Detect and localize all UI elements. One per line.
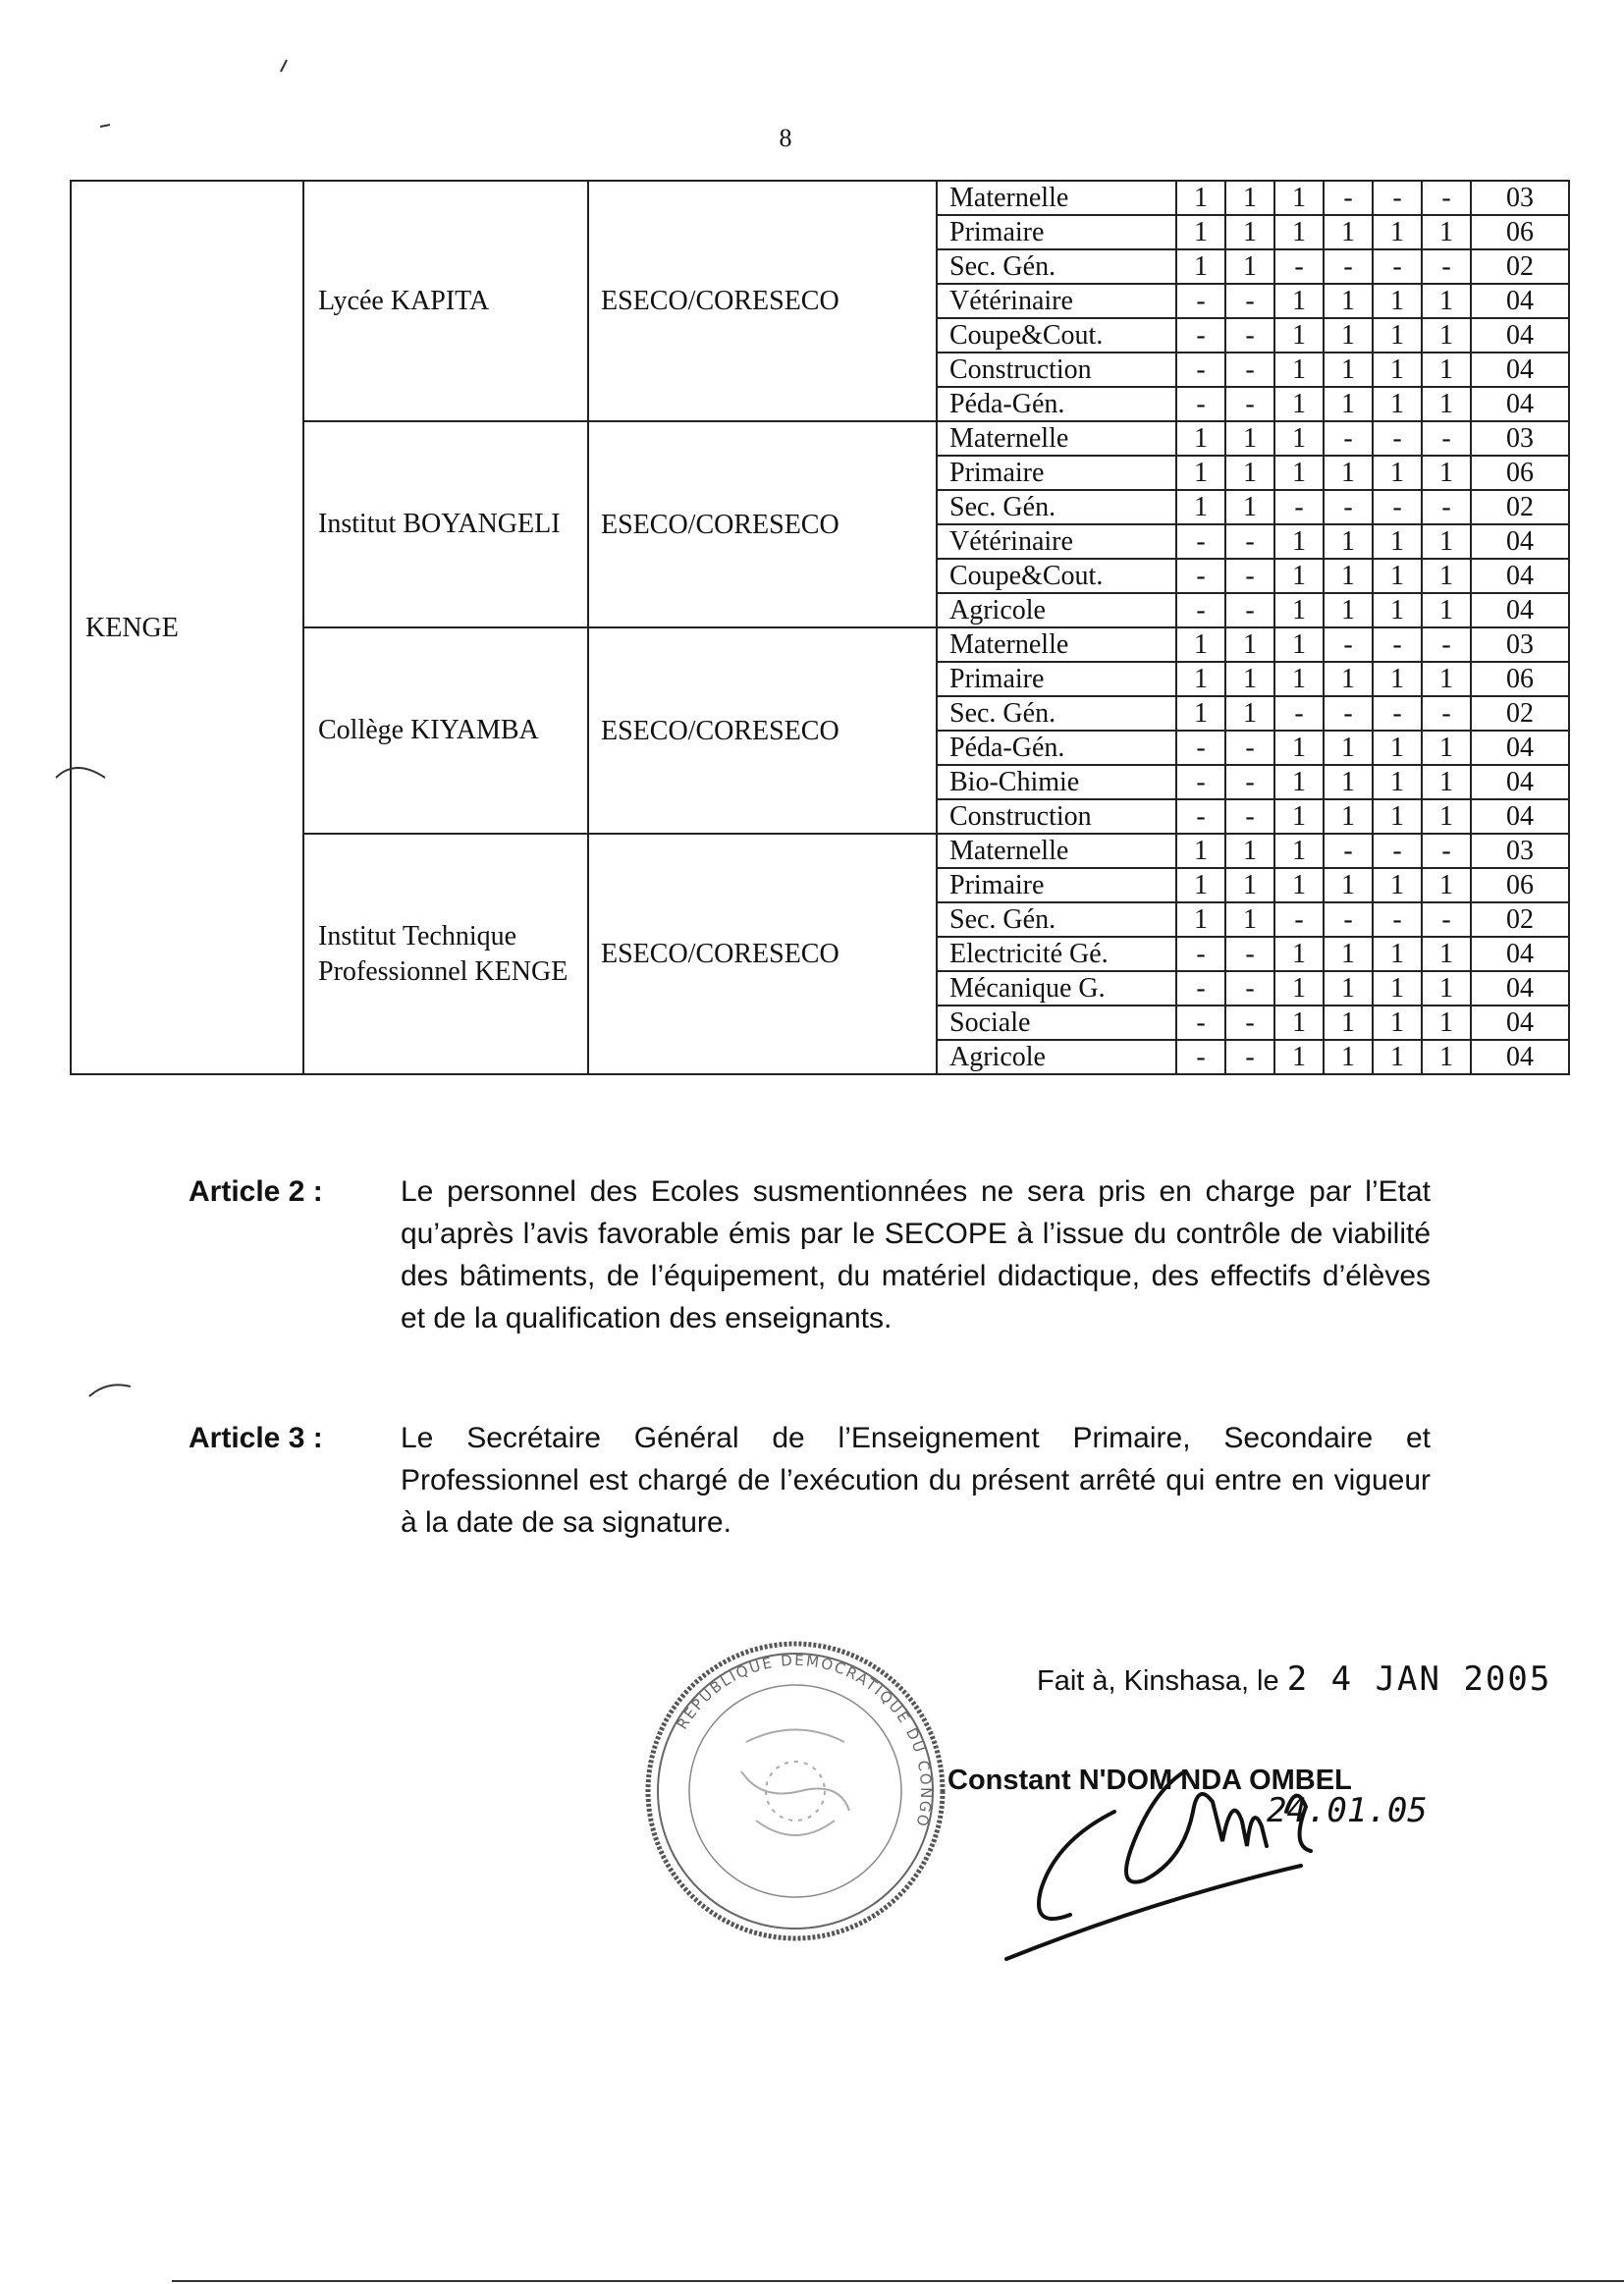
section-name-cell: Bio-Chimie (937, 765, 1176, 799)
class-count-cell: - (1225, 524, 1274, 559)
section-name-cell: Coupe&Cout. (937, 559, 1176, 593)
schools-table (70, 180, 1570, 1075)
total-cell: 04 (1471, 971, 1569, 1006)
section-name-cell: Coupe&Cout. (937, 318, 1176, 353)
class-count-cell: 1 (1274, 1040, 1324, 1074)
class-count-cell: 1 (1422, 937, 1471, 971)
class-count-cell: 1 (1373, 524, 1422, 559)
class-count-cell: - (1176, 353, 1225, 387)
class-count-cell: - (1225, 937, 1274, 971)
place-date (1037, 1659, 1551, 1699)
total-cell: 04 (1471, 387, 1569, 421)
class-count-cell: 1 (1274, 318, 1324, 353)
section-name-cell: Maternelle (937, 834, 1176, 868)
section-name-cell: Vétérinaire (937, 284, 1176, 318)
class-count-cell: 1 (1373, 353, 1422, 387)
class-count-cell: 1 (1225, 902, 1274, 937)
class-count-cell: 1 (1274, 181, 1324, 215)
table-row (71, 181, 1569, 215)
class-count-cell: 1 (1422, 353, 1471, 387)
class-count-cell: - (1225, 593, 1274, 627)
class-count-cell: 1 (1324, 524, 1373, 559)
class-count-cell: - (1225, 1040, 1274, 1074)
class-count-cell: - (1176, 1040, 1225, 1074)
class-count-cell: 1 (1373, 1006, 1422, 1040)
total-cell: 03 (1471, 421, 1569, 456)
class-count-cell: - (1176, 937, 1225, 971)
class-count-cell: - (1225, 353, 1274, 387)
class-count-cell: 1 (1274, 284, 1324, 318)
total-cell: 02 (1471, 249, 1569, 284)
total-cell: 04 (1471, 937, 1569, 971)
class-count-cell: - (1324, 421, 1373, 456)
class-count-cell: 1 (1422, 284, 1471, 318)
class-count-cell: 1 (1373, 868, 1422, 902)
class-count-cell: 1 (1422, 456, 1471, 490)
section-name-cell: Sec. Gén. (937, 249, 1176, 284)
class-count-cell: - (1176, 765, 1225, 799)
total-cell: 04 (1471, 593, 1569, 627)
class-count-cell: - (1274, 902, 1324, 937)
section-name-cell: Sociale (937, 1006, 1176, 1040)
class-count-cell: 1 (1274, 868, 1324, 902)
school-name-cell: Institut BOYANGELI (303, 421, 588, 627)
class-count-cell: - (1373, 490, 1422, 524)
class-count-cell: 1 (1373, 215, 1422, 249)
class-count-cell: 1 (1422, 559, 1471, 593)
class-count-cell: 1 (1422, 731, 1471, 765)
scan-mark-1 (51, 758, 110, 788)
class-count-cell: - (1176, 559, 1225, 593)
section-name-cell: Primaire (937, 456, 1176, 490)
organisme-cell: ESECO/CORESECO (588, 834, 937, 1074)
class-count-cell: - (1176, 1006, 1225, 1040)
class-count-cell: 1 (1324, 284, 1373, 318)
class-count-cell: 1 (1274, 834, 1324, 868)
class-count-cell: 1 (1324, 662, 1373, 696)
class-count-cell: - (1422, 902, 1471, 937)
class-count-cell: 1 (1324, 799, 1373, 834)
schools-table-body (71, 181, 1569, 1074)
class-count-cell: 1 (1324, 1006, 1373, 1040)
class-count-cell: 1 (1176, 902, 1225, 937)
article-text: Le Secrétaire Général de l’Enseignement Primaire, Secondaire et Professionnel est chargé de l’exécution du présent arrêté qui entre en vigueur à la date de sa signature. (401, 1422, 1431, 1539)
class-count-cell: 1 (1324, 387, 1373, 421)
section-name-cell: Primaire (937, 868, 1176, 902)
class-count-cell: 1 (1324, 593, 1373, 627)
class-count-cell: 1 (1274, 559, 1324, 593)
class-count-cell: 1 (1225, 181, 1274, 215)
total-cell: 04 (1471, 1006, 1569, 1040)
class-count-cell: - (1324, 490, 1373, 524)
class-count-cell: 1 (1274, 456, 1324, 490)
class-count-cell: 1 (1422, 765, 1471, 799)
class-count-cell: 1 (1225, 456, 1274, 490)
class-count-cell: 1 (1373, 559, 1422, 593)
class-count-cell: 1 (1225, 696, 1274, 731)
class-count-cell: - (1373, 181, 1422, 215)
class-count-cell: - (1422, 249, 1471, 284)
section-name-cell: Agricole (937, 1040, 1176, 1074)
total-cell: 06 (1471, 662, 1569, 696)
total-cell: 03 (1471, 834, 1569, 868)
class-count-cell: 1 (1274, 937, 1324, 971)
class-count-cell: 1 (1373, 456, 1422, 490)
class-count-cell: 1 (1422, 868, 1471, 902)
class-count-cell: - (1225, 731, 1274, 765)
scan-mark-4 (98, 122, 118, 132)
class-count-cell: 1 (1422, 971, 1471, 1006)
class-count-cell: 1 (1422, 593, 1471, 627)
class-count-cell: - (1225, 765, 1274, 799)
class-count-cell: 1 (1324, 353, 1373, 387)
class-count-cell: - (1176, 524, 1225, 559)
class-count-cell: - (1176, 799, 1225, 834)
class-count-cell: 1 (1422, 799, 1471, 834)
class-count-cell: - (1422, 834, 1471, 868)
total-cell: 03 (1471, 627, 1569, 662)
class-count-cell: 1 (1422, 1006, 1471, 1040)
signature-date: 24.01.05 (1267, 1791, 1428, 1830)
section-name-cell: Mécanique G. (937, 971, 1176, 1006)
class-count-cell: - (1373, 627, 1422, 662)
class-count-cell: 1 (1176, 181, 1225, 215)
school-name-cell: Institut Technique Professionnel KENGE (303, 834, 588, 1074)
class-count-cell: - (1422, 627, 1471, 662)
scan-mark-3 (275, 57, 295, 77)
class-count-cell: 1 (1176, 421, 1225, 456)
class-count-cell: - (1176, 731, 1225, 765)
class-count-cell: - (1225, 799, 1274, 834)
class-count-cell: 1 (1274, 1006, 1324, 1040)
organisme-cell: ESECO/CORESECO (588, 181, 937, 421)
article-label: Article 3 : (189, 1422, 323, 1454)
class-count-cell: 1 (1373, 971, 1422, 1006)
class-count-cell: 1 (1324, 1040, 1373, 1074)
class-count-cell: - (1324, 181, 1373, 215)
class-count-cell: - (1225, 284, 1274, 318)
total-cell: 04 (1471, 1040, 1569, 1074)
class-count-cell: 1 (1274, 971, 1324, 1006)
total-cell: 03 (1471, 181, 1569, 215)
article-label: Article 2 : (189, 1175, 323, 1208)
section-name-cell: Primaire (937, 215, 1176, 249)
section-name-cell: Primaire (937, 662, 1176, 696)
class-count-cell: 1 (1176, 662, 1225, 696)
class-count-cell: 1 (1274, 524, 1324, 559)
class-count-cell: 1 (1225, 627, 1274, 662)
class-count-cell: 1 (1274, 387, 1324, 421)
class-count-cell: - (1225, 318, 1274, 353)
organisme-cell: ESECO/CORESECO (588, 627, 937, 834)
place-text: Fait à, Kinshasa, le (1037, 1665, 1279, 1697)
class-count-cell: - (1176, 593, 1225, 627)
class-count-cell: 1 (1176, 868, 1225, 902)
svg-text:REPUBLIQUE DEMOCRATIQUE DU CON (674, 1652, 935, 1830)
class-count-cell: 1 (1176, 215, 1225, 249)
handwritten-signature (987, 1743, 1448, 1969)
total-cell: 04 (1471, 284, 1569, 318)
article-3 (189, 1417, 1431, 1544)
section-name-cell: Construction (937, 799, 1176, 834)
class-count-cell: - (1274, 249, 1324, 284)
class-count-cell: - (1422, 181, 1471, 215)
class-count-cell: - (1373, 834, 1422, 868)
section-name-cell: Maternelle (937, 627, 1176, 662)
school-name-cell: Collège KIYAMBA (303, 627, 588, 834)
class-count-cell: 1 (1225, 868, 1274, 902)
class-count-cell: 1 (1373, 284, 1422, 318)
school-name-cell: Lycée KAPITA (303, 181, 588, 421)
class-count-cell: 1 (1225, 215, 1274, 249)
article-text: Le personnel des Ecoles susmentionnées ne sera pris en charge par l’Etat qu’après l’avis favorable émis par le SECOPE à l’issue du contrôle de viabilité des bâtiments, de l’équipement, du matériel didactique, des effectifs d’élèves et de la qualification des enseignants. (401, 1175, 1431, 1334)
class-count-cell: 1 (1225, 834, 1274, 868)
class-count-cell: 1 (1373, 662, 1422, 696)
class-count-cell: 1 (1324, 937, 1373, 971)
class-count-cell: - (1324, 696, 1373, 731)
class-count-cell: - (1176, 318, 1225, 353)
total-cell: 02 (1471, 696, 1569, 731)
class-count-cell: 1 (1274, 731, 1324, 765)
class-count-cell: 1 (1176, 490, 1225, 524)
total-cell: 04 (1471, 559, 1569, 593)
section-name-cell: Péda-Gén. (937, 387, 1176, 421)
class-count-cell: - (1373, 902, 1422, 937)
class-count-cell: 1 (1274, 627, 1324, 662)
class-count-cell: - (1373, 696, 1422, 731)
class-count-cell: 1 (1274, 662, 1324, 696)
total-cell: 04 (1471, 731, 1569, 765)
total-cell: 04 (1471, 353, 1569, 387)
class-count-cell: - (1176, 971, 1225, 1006)
class-count-cell: 1 (1324, 559, 1373, 593)
section-name-cell: Electricité Gé. (937, 937, 1176, 971)
class-count-cell: - (1225, 971, 1274, 1006)
region-cell: KENGE (71, 181, 303, 1074)
section-name-cell: Péda-Gén. (937, 731, 1176, 765)
seal-text: REPUBLIQUE DEMOCRATIQUE DU CONGO (673, 1651, 936, 1830)
class-count-cell: 1 (1373, 1040, 1422, 1074)
total-cell: 04 (1471, 799, 1569, 834)
class-count-cell: - (1324, 834, 1373, 868)
signatory-name: Constant N'DOM NDA OMBEL (947, 1765, 1352, 1796)
class-count-cell: 1 (1274, 799, 1324, 834)
class-count-cell: - (1324, 902, 1373, 937)
total-cell: 04 (1471, 318, 1569, 353)
class-count-cell: 1 (1225, 421, 1274, 456)
class-count-cell: 1 (1176, 834, 1225, 868)
class-count-cell: 1 (1176, 249, 1225, 284)
class-count-cell: 1 (1373, 593, 1422, 627)
class-count-cell: - (1422, 421, 1471, 456)
page-number: 8 (779, 124, 792, 152)
class-count-cell: 1 (1422, 215, 1471, 249)
total-cell: 04 (1471, 524, 1569, 559)
class-count-cell: - (1225, 1006, 1274, 1040)
total-cell: 04 (1471, 765, 1569, 799)
class-count-cell: 1 (1176, 456, 1225, 490)
class-count-cell: 1 (1324, 868, 1373, 902)
section-name-cell: Agricole (937, 593, 1176, 627)
total-cell: 02 (1471, 902, 1569, 937)
scan-mark-2 (86, 1375, 135, 1404)
class-count-cell: 1 (1274, 215, 1324, 249)
class-count-cell: 1 (1373, 318, 1422, 353)
class-count-cell: - (1324, 627, 1373, 662)
bottom-rule (172, 2280, 1624, 2282)
section-name-cell: Construction (937, 353, 1176, 387)
class-count-cell: - (1324, 249, 1373, 284)
section-name-cell: Vétérinaire (937, 524, 1176, 559)
class-count-cell: - (1373, 249, 1422, 284)
total-cell: 06 (1471, 868, 1569, 902)
class-count-cell: 1 (1324, 318, 1373, 353)
section-name-cell: Maternelle (937, 181, 1176, 215)
class-count-cell: - (1176, 387, 1225, 421)
class-count-cell: 1 (1176, 696, 1225, 731)
class-count-cell: 1 (1373, 799, 1422, 834)
class-count-cell: 1 (1176, 627, 1225, 662)
class-count-cell: 1 (1422, 387, 1471, 421)
class-count-cell: - (1176, 284, 1225, 318)
class-count-cell: 1 (1422, 662, 1471, 696)
class-count-cell: 1 (1225, 490, 1274, 524)
class-count-cell: 1 (1324, 456, 1373, 490)
date-stamp: 2 4 JAN 2005 (1286, 1659, 1552, 1699)
class-count-cell: - (1422, 696, 1471, 731)
class-count-cell: - (1274, 696, 1324, 731)
class-count-cell: 1 (1373, 937, 1422, 971)
class-count-cell: - (1422, 490, 1471, 524)
class-count-cell: 1 (1422, 318, 1471, 353)
total-cell: 02 (1471, 490, 1569, 524)
organisme-cell: ESECO/CORESECO (588, 421, 937, 627)
article-2 (189, 1170, 1431, 1339)
class-count-cell: - (1274, 490, 1324, 524)
class-count-cell: - (1225, 387, 1274, 421)
section-name-cell: Sec. Gén. (937, 902, 1176, 937)
class-count-cell: 1 (1225, 249, 1274, 284)
class-count-cell: 1 (1422, 524, 1471, 559)
class-count-cell: 1 (1324, 731, 1373, 765)
section-name-cell: Sec. Gén. (937, 490, 1176, 524)
class-count-cell: 1 (1225, 662, 1274, 696)
class-count-cell: 1 (1422, 1040, 1471, 1074)
class-count-cell: 1 (1274, 353, 1324, 387)
class-count-cell: 1 (1373, 765, 1422, 799)
total-cell: 06 (1471, 456, 1569, 490)
class-count-cell: 1 (1274, 421, 1324, 456)
class-count-cell: 1 (1373, 731, 1422, 765)
class-count-cell: - (1373, 421, 1422, 456)
section-name-cell: Maternelle (937, 421, 1176, 456)
section-name-cell: Sec. Gén. (937, 696, 1176, 731)
class-count-cell: 1 (1324, 215, 1373, 249)
class-count-cell: 1 (1324, 765, 1373, 799)
total-cell: 06 (1471, 215, 1569, 249)
class-count-cell: 1 (1373, 387, 1422, 421)
class-count-cell: 1 (1274, 593, 1324, 627)
class-count-cell: - (1225, 559, 1274, 593)
official-seal (638, 1634, 952, 1948)
class-count-cell: 1 (1324, 971, 1373, 1006)
class-count-cell: 1 (1274, 765, 1324, 799)
